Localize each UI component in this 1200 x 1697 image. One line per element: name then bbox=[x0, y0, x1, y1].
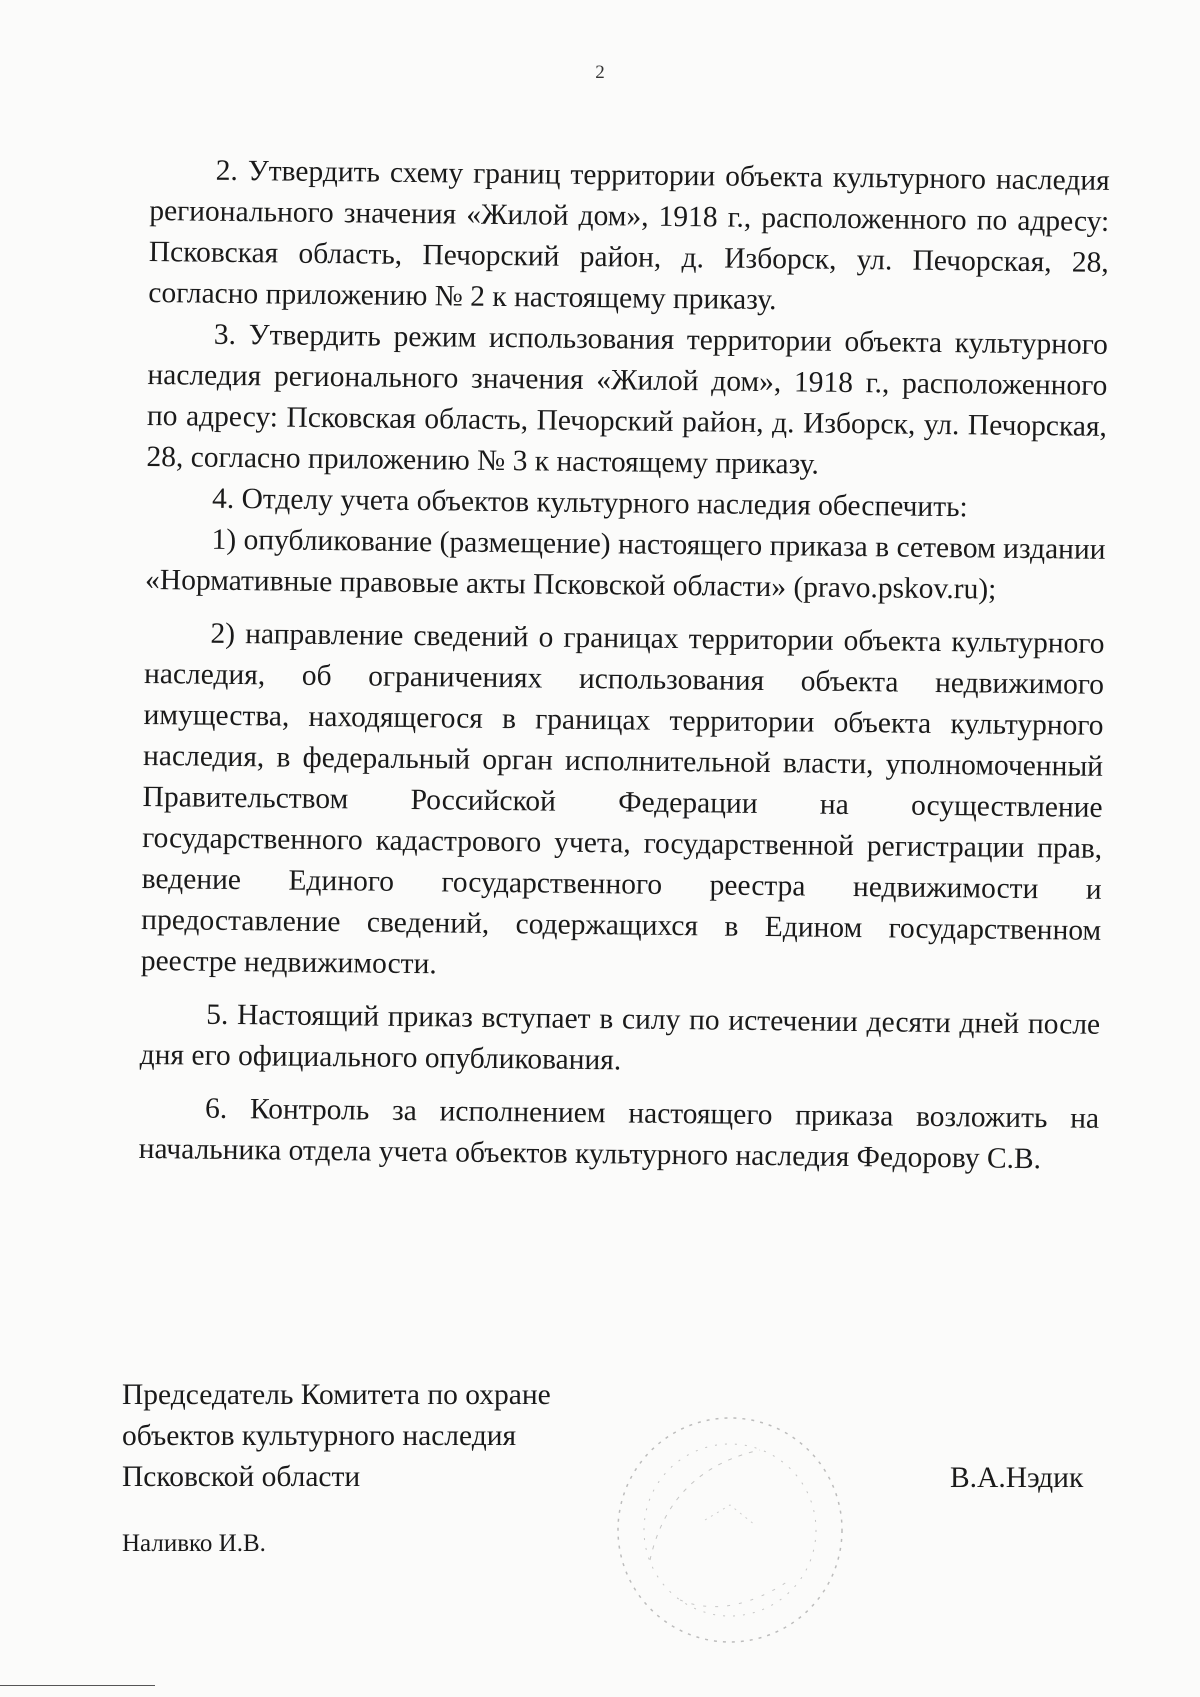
paragraph-subitem-2: 2) направление сведений о границах территории объекта культурного наследия, об ограничениях использования объекта недвижимого имущества, находящегося в границах территории объекта культурного наследия, в федеральный орган исполнительной власти, уполномоченный Правительством Российской Федерации на осуществление государственного кадастрового учета, государственной регистрации прав, ведение Единого государственного реестра недвижимости и предоставление сведений, содержащихся в Едином государственном реестре недвижимости. bbox=[140, 617, 1105, 981]
paragraph-item-2: 2. Утвердить схему границ территории объекта культурного наследия регионального значения «Жилой дом», 1918 г., расположенного по адресу: Псковская область, Печорский район, д. Изборск, ул. Печорская, 28, согласно приложению № 2 к настоящему приказу. bbox=[148, 154, 1110, 317]
paragraph-subitem-1: 1) опубликование (размещение) настоящего приказа в сетевом издании «Нормативные правовые акты Псковской области» (pravo.pskov.ru); bbox=[144, 523, 1106, 606]
signature-position-line: Псковской области bbox=[122, 1461, 361, 1493]
executor-name: Наливко И.В. bbox=[122, 1530, 266, 1557]
signature-position bbox=[122, 1375, 642, 1498]
footer-divider bbox=[0, 1685, 155, 1686]
paragraph-item-6: 6. Контроль за исполнением настоящего приказа возложить на начальника отдела учета объектов культурного наследия Федорову С.В. bbox=[138, 1092, 1100, 1176]
paragraph-item-5: 5. Настоящий приказ вступает в силу по истечении десяти дней после дня его официального опубликования. bbox=[139, 998, 1101, 1077]
signature-position-line: Председатель Комитета по охране bbox=[122, 1379, 551, 1411]
signature-position-line: объектов культурного наследия bbox=[122, 1420, 517, 1452]
official-seal-stamp bbox=[610, 1410, 850, 1650]
paragraph-item-3: 3. Утвердить режим использования территории объекта культурного наследия регионального значения «Жилой дом», 1918 г., расположенного по адресу: Псковская область, Печорский район, д. Изборск, ул. Печорская, 28, согласно приложению № 3 к настоящему приказу. bbox=[146, 318, 1109, 481]
signer-name: В.А.Нэдик bbox=[950, 1462, 1084, 1494]
document-body bbox=[138, 150, 1110, 1181]
page-number: 2 bbox=[595, 62, 605, 83]
paragraph-item-4: 4. Отделу учета объектов культурного наследия обеспечить: bbox=[211, 482, 968, 524]
